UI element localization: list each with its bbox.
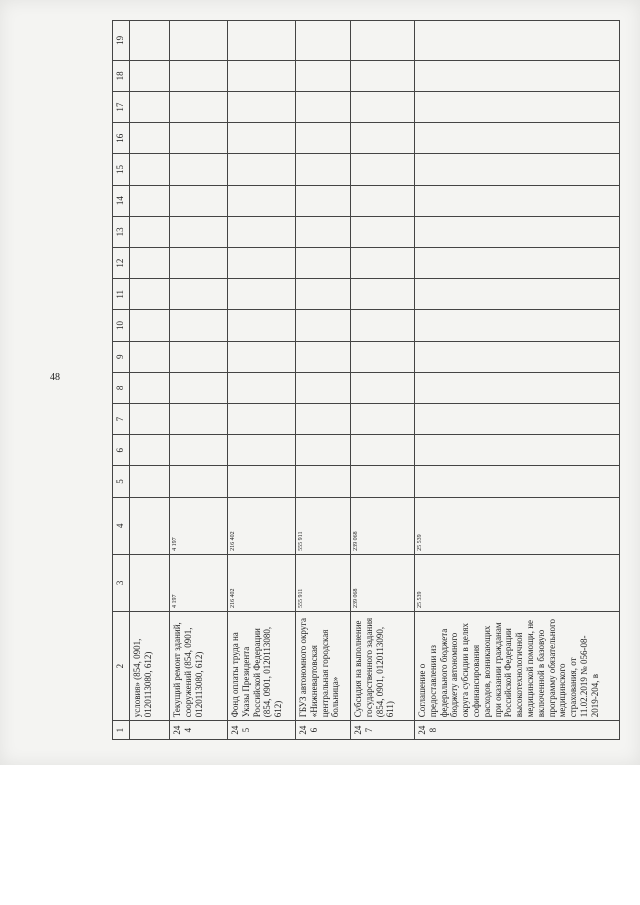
empty-cell — [130, 185, 170, 216]
column-header: 15 — [113, 154, 130, 185]
empty-cell — [296, 466, 351, 497]
table-row — [130, 21, 170, 740]
empty-cell — [351, 310, 415, 341]
empty-cell — [170, 247, 228, 278]
value-col3: 239 068 — [351, 554, 415, 611]
row-name: Фонд оплаты труда на Указы Президента Российской Федерации (854, 0901, 0120113080, 612) — [228, 612, 296, 721]
empty-cell — [130, 154, 170, 185]
empty-cell — [296, 341, 351, 372]
value-col4: 239 068 — [351, 497, 415, 554]
row-number: 247 — [351, 721, 415, 740]
empty-cell — [351, 154, 415, 185]
empty-cell — [130, 279, 170, 310]
empty-cell — [415, 372, 620, 403]
column-header: 18 — [113, 60, 130, 91]
empty-cell — [351, 279, 415, 310]
empty-cell — [296, 60, 351, 91]
empty-cell — [170, 123, 228, 154]
column-header: 7 — [113, 403, 130, 434]
row-number — [130, 721, 170, 740]
empty-cell — [351, 403, 415, 434]
row-name: Текущий ремонт зданий, сооружений (854, 0901, 0120113080, 612) — [170, 612, 228, 721]
column-header: 13 — [113, 216, 130, 247]
value-col4: 25 539 — [415, 497, 620, 554]
row-number: 248 — [415, 721, 620, 740]
row-name: Соглашение о предоставлении из федерального бюджета бюджету автономного округа субсидии в целях софинансирования расходов, возникающих при оказании гражданам Российской Федерации высокотехнологичной медицинской помощи, не включенной в базовую программу обязательного медицинского страхования, от 11.02.2019 № 056-08-2019-204, в — [415, 612, 620, 721]
empty-cell — [130, 341, 170, 372]
table-row — [228, 21, 296, 740]
table-row — [415, 21, 620, 740]
empty-cell — [170, 279, 228, 310]
empty-cell — [351, 466, 415, 497]
empty-cell — [170, 91, 228, 122]
empty-cell — [228, 435, 296, 466]
empty-cell — [415, 466, 620, 497]
empty-cell — [228, 466, 296, 497]
empty-cell — [351, 372, 415, 403]
value-col3: 555 911 — [296, 554, 351, 611]
empty-cell — [351, 435, 415, 466]
empty-cell — [170, 435, 228, 466]
empty-cell — [351, 216, 415, 247]
empty-cell — [351, 185, 415, 216]
column-header: 9 — [113, 341, 130, 372]
empty-cell — [170, 310, 228, 341]
table-row — [351, 21, 415, 740]
column-header: 5 — [113, 466, 130, 497]
empty-cell — [130, 435, 170, 466]
column-header: 11 — [113, 279, 130, 310]
column-header: 1 — [113, 721, 130, 740]
empty-cell — [415, 279, 620, 310]
empty-cell — [415, 60, 620, 91]
empty-cell — [415, 310, 620, 341]
empty-cell — [170, 60, 228, 91]
column-header: 17 — [113, 91, 130, 122]
empty-cell — [228, 154, 296, 185]
row-name: условия» (854, 0901, 0120113080, 612) — [130, 612, 170, 721]
empty-cell — [130, 91, 170, 122]
empty-cell — [228, 123, 296, 154]
empty-cell — [351, 91, 415, 122]
empty-cell — [130, 310, 170, 341]
table-row — [296, 21, 351, 740]
empty-cell — [415, 154, 620, 185]
empty-cell — [296, 403, 351, 434]
column-header: 19 — [113, 21, 130, 61]
empty-cell — [296, 310, 351, 341]
row-name: Субсидия на выполнение государственного задания (854, 0901, 0120113090, 611) — [351, 612, 415, 721]
empty-cell — [130, 403, 170, 434]
empty-cell — [415, 247, 620, 278]
empty-cell — [296, 185, 351, 216]
empty-cell — [415, 123, 620, 154]
empty-cell — [296, 216, 351, 247]
row-number: 246 — [296, 721, 351, 740]
empty-cell — [170, 403, 228, 434]
empty-cell — [415, 216, 620, 247]
empty-cell — [228, 341, 296, 372]
column-header: 10 — [113, 310, 130, 341]
empty-cell — [170, 216, 228, 247]
value-col4: 555 911 — [296, 497, 351, 554]
empty-cell — [296, 435, 351, 466]
column-header: 4 — [113, 497, 130, 554]
empty-cell — [130, 60, 170, 91]
empty-cell — [130, 247, 170, 278]
empty-cell — [351, 60, 415, 91]
empty-cell — [130, 466, 170, 497]
column-header: 3 — [113, 554, 130, 611]
empty-cell — [228, 247, 296, 278]
empty-cell — [228, 21, 296, 61]
row-name: ГБУЗ автономного округа «Нижневартовская центральная городская больница» — [296, 612, 351, 721]
empty-cell — [170, 21, 228, 61]
column-header: 8 — [113, 372, 130, 403]
empty-cell — [228, 279, 296, 310]
row-number: 244 — [170, 721, 228, 740]
empty-cell — [296, 91, 351, 122]
empty-cell — [170, 154, 228, 185]
value-col3 — [130, 554, 170, 611]
header-row — [113, 21, 130, 740]
column-header: 16 — [113, 123, 130, 154]
value-col3: 4 197 — [170, 554, 228, 611]
empty-cell — [415, 341, 620, 372]
value-col4 — [130, 497, 170, 554]
value-col3: 216 402 — [228, 554, 296, 611]
empty-cell — [170, 466, 228, 497]
empty-cell — [296, 154, 351, 185]
column-header: 12 — [113, 247, 130, 278]
empty-cell — [296, 247, 351, 278]
empty-cell — [415, 91, 620, 122]
empty-cell — [130, 216, 170, 247]
empty-cell — [228, 216, 296, 247]
empty-cell — [351, 123, 415, 154]
empty-cell — [296, 21, 351, 61]
empty-cell — [228, 60, 296, 91]
value-col4: 4 197 — [170, 497, 228, 554]
empty-cell — [296, 279, 351, 310]
empty-cell — [228, 403, 296, 434]
empty-cell — [170, 185, 228, 216]
empty-cell — [228, 185, 296, 216]
empty-cell — [170, 372, 228, 403]
row-number: 245 — [228, 721, 296, 740]
empty-cell — [296, 372, 351, 403]
empty-cell — [130, 21, 170, 61]
empty-cell — [351, 21, 415, 61]
value-col3: 25 539 — [415, 554, 620, 611]
empty-cell — [351, 341, 415, 372]
page-number-text: 48 — [50, 372, 60, 383]
column-header: 14 — [113, 185, 130, 216]
budget-table — [112, 20, 620, 740]
value-col4: 216 402 — [228, 497, 296, 554]
column-header: 6 — [113, 435, 130, 466]
empty-cell — [130, 372, 170, 403]
empty-cell — [415, 435, 620, 466]
table-row — [170, 21, 228, 740]
page-number — [50, 372, 70, 382]
rotated-table-wrapper — [112, 20, 620, 740]
empty-cell — [130, 123, 170, 154]
empty-cell — [415, 403, 620, 434]
empty-cell — [228, 372, 296, 403]
empty-cell — [296, 123, 351, 154]
empty-cell — [170, 341, 228, 372]
column-header: 2 — [113, 612, 130, 721]
empty-cell — [351, 247, 415, 278]
empty-cell — [228, 91, 296, 122]
empty-cell — [415, 21, 620, 61]
empty-cell — [228, 310, 296, 341]
empty-cell — [415, 185, 620, 216]
